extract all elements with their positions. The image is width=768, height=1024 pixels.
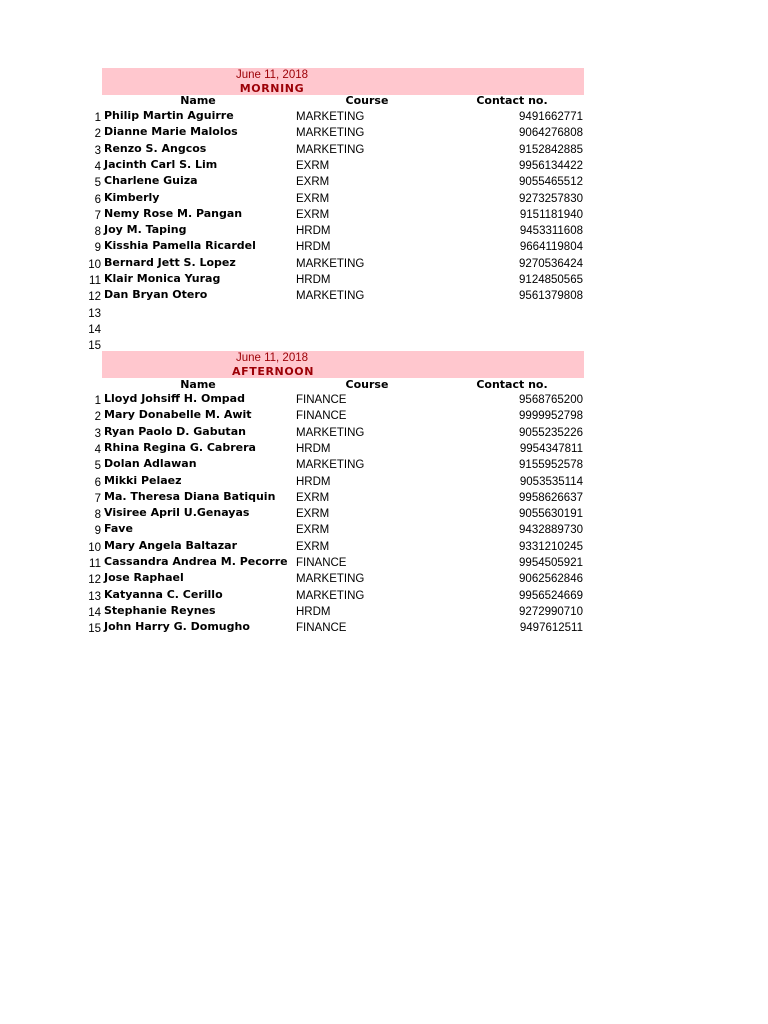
morning-header bbox=[102, 68, 584, 95]
row-course: EXRM bbox=[296, 192, 330, 205]
row-name: Dianne Marie Malolos bbox=[104, 125, 238, 139]
table-row bbox=[0, 305, 768, 321]
table-row bbox=[0, 441, 768, 457]
row-name: Mary Angela Baltazar bbox=[104, 538, 238, 552]
morning-label: MORNING bbox=[239, 82, 305, 95]
row-course: FINANCE bbox=[296, 410, 347, 423]
row-course: EXRM bbox=[296, 208, 330, 221]
row-contact: 9664119804 bbox=[519, 241, 583, 254]
row-number: 7 bbox=[94, 492, 101, 505]
row-course: EXRM bbox=[296, 176, 330, 189]
row-name: Dolan Adlawan bbox=[104, 457, 197, 471]
row-name: Philip Martin Aguirre bbox=[104, 109, 234, 122]
row-contact: 9497612511 bbox=[519, 622, 583, 635]
table-row bbox=[0, 474, 768, 490]
row-contact: 9958626637 bbox=[519, 491, 583, 504]
row-name: Stephanie Reynes bbox=[104, 603, 216, 617]
row-name: Kimberly bbox=[104, 190, 160, 204]
row-number: 1 bbox=[94, 112, 101, 124]
row-course: HRDM bbox=[296, 442, 331, 455]
row-name: Fave bbox=[104, 522, 133, 536]
row-contact: 9956134422 bbox=[519, 159, 583, 172]
row-number: 2 bbox=[94, 128, 101, 141]
table-row bbox=[0, 321, 768, 337]
row-contact: 9568765200 bbox=[519, 394, 583, 406]
row-number: 7 bbox=[94, 209, 101, 222]
row-number: 9 bbox=[94, 242, 101, 255]
row-contact: 9273257830 bbox=[519, 192, 583, 205]
row-name: Nemy Rose M. Pangan bbox=[104, 206, 243, 220]
row-contact: 9954347811 bbox=[519, 442, 583, 455]
row-number: 10 bbox=[88, 541, 101, 554]
row-number: 15 bbox=[88, 623, 101, 636]
table-row bbox=[0, 588, 768, 604]
row-number: 15 bbox=[88, 340, 101, 353]
row-course: FINANCE bbox=[296, 622, 347, 635]
row-contact: 9956524669 bbox=[519, 589, 583, 602]
row-course: EXRM bbox=[296, 508, 330, 521]
table-row bbox=[0, 490, 768, 506]
table-row bbox=[0, 207, 768, 223]
table-row bbox=[0, 191, 768, 207]
row-course: MARKETING bbox=[296, 127, 365, 140]
table-row bbox=[0, 256, 768, 272]
table-row bbox=[0, 174, 768, 190]
row-number: 9 bbox=[94, 525, 101, 538]
row-name: Joy M. Taping bbox=[104, 223, 187, 237]
row-number: 11 bbox=[89, 558, 101, 570]
row-number: 13 bbox=[88, 307, 101, 320]
row-course: MARKETING bbox=[296, 459, 365, 472]
table-row bbox=[0, 223, 768, 239]
row-number: 5 bbox=[94, 460, 101, 473]
row-contact: 9151181940 bbox=[519, 208, 583, 221]
row-contact: 9453311608 bbox=[519, 225, 583, 238]
row-name: Kisshia Pamella Ricardel bbox=[104, 239, 256, 253]
table-row bbox=[0, 425, 768, 441]
row-contact: 9062562846 bbox=[519, 573, 583, 586]
row-name: Lloyd Johsiff H. Ompad bbox=[104, 392, 245, 405]
row-course: HRDM bbox=[296, 241, 331, 254]
row-contact: 9270536424 bbox=[519, 257, 583, 270]
row-number: 6 bbox=[94, 193, 101, 206]
morning-name-header: Name bbox=[180, 94, 216, 107]
row-course: MARKETING bbox=[296, 573, 365, 586]
row-course: HRDM bbox=[296, 475, 331, 488]
table-row bbox=[0, 272, 768, 288]
row-contact: 9155952578 bbox=[519, 459, 583, 472]
row-contact: 9053535114 bbox=[519, 475, 583, 488]
row-number: 2 bbox=[94, 411, 101, 424]
row-number: 12 bbox=[88, 574, 101, 587]
row-name: Ma. Theresa Diana Batiquin bbox=[104, 489, 276, 503]
row-number: 6 bbox=[94, 476, 101, 489]
table-row bbox=[0, 408, 768, 424]
row-contact: 9272990710 bbox=[519, 605, 583, 618]
row-name: Klair Monica Yurag bbox=[104, 272, 221, 285]
table-row bbox=[0, 288, 768, 304]
table-row bbox=[0, 158, 768, 174]
row-name: Visiree April U.Genayas bbox=[104, 506, 250, 520]
row-course: MARKETING bbox=[296, 426, 365, 439]
row-name: Bernard Jett S. Lopez bbox=[104, 255, 236, 269]
table-row bbox=[0, 620, 768, 636]
row-course: HRDM bbox=[296, 605, 331, 618]
row-name: Charlene Guiza bbox=[104, 174, 198, 188]
row-contact: 9055465512 bbox=[519, 176, 583, 189]
row-contact: 9561379808 bbox=[519, 290, 583, 303]
row-name: Katyanna C. Cerillo bbox=[104, 587, 223, 601]
row-course: EXRM bbox=[296, 159, 330, 172]
row-contact: 9491662771 bbox=[519, 111, 583, 123]
row-name: Mikki Pelaez bbox=[104, 473, 182, 487]
afternoon-header bbox=[102, 351, 584, 378]
row-contact: 9152842885 bbox=[519, 143, 583, 156]
row-course: MARKETING bbox=[296, 290, 365, 303]
row-course: FINANCE bbox=[296, 394, 347, 406]
row-course: MARKETING bbox=[296, 589, 365, 602]
afternoon-contact-header: Contact no. bbox=[476, 378, 548, 391]
table-row bbox=[0, 109, 768, 125]
row-number: 13 bbox=[88, 590, 101, 603]
table-row bbox=[0, 604, 768, 620]
row-course: EXRM bbox=[296, 524, 330, 537]
row-number: 14 bbox=[88, 606, 101, 619]
row-number: 4 bbox=[94, 443, 101, 456]
row-name: Jacinth Carl S. Lim bbox=[104, 157, 218, 171]
row-contact: 9124850565 bbox=[519, 274, 583, 286]
row-name: Rhina Regina G. Cabrera bbox=[104, 440, 256, 454]
row-contact: 9331210245 bbox=[519, 540, 583, 553]
row-name: Mary Donabelle M. Awit bbox=[104, 408, 252, 422]
table-row bbox=[0, 125, 768, 141]
table-row bbox=[0, 506, 768, 522]
table-row bbox=[0, 571, 768, 587]
row-name: Ryan Paolo D. Gabutan bbox=[104, 424, 246, 438]
row-name: John Harry G. Domugho bbox=[104, 620, 250, 634]
row-course: MARKETING bbox=[296, 257, 365, 270]
row-course: EXRM bbox=[296, 540, 330, 553]
row-contact: 9064276808 bbox=[519, 127, 583, 140]
row-contact: 9055630191 bbox=[519, 508, 583, 521]
afternoon-date: June 11, 2018 bbox=[235, 352, 309, 364]
table-row bbox=[0, 522, 768, 538]
row-contact: 9432889730 bbox=[519, 524, 583, 537]
afternoon-course-header: Course bbox=[345, 378, 389, 391]
row-number: 10 bbox=[88, 258, 101, 271]
row-name: Renzo S. Angcos bbox=[104, 141, 207, 155]
row-course: HRDM bbox=[296, 225, 331, 238]
row-contact: 9999952798 bbox=[519, 410, 583, 423]
row-course: MARKETING bbox=[296, 111, 365, 123]
row-number: 3 bbox=[94, 427, 101, 440]
row-name: Jose Raphael bbox=[104, 571, 184, 585]
row-number: 14 bbox=[88, 323, 101, 336]
table-row bbox=[0, 457, 768, 473]
row-number: 1 bbox=[94, 395, 101, 407]
row-number: 8 bbox=[94, 226, 101, 239]
table-row bbox=[0, 239, 768, 255]
afternoon-label: AFTERNOON bbox=[232, 365, 315, 378]
row-course: HRDM bbox=[296, 274, 331, 286]
table-row bbox=[0, 539, 768, 555]
morning-course-header: Course bbox=[345, 94, 389, 107]
row-contact: 9954505921 bbox=[519, 557, 583, 569]
row-number: 4 bbox=[94, 160, 101, 173]
row-number: 5 bbox=[94, 177, 101, 190]
row-number: 8 bbox=[94, 509, 101, 522]
morning-contact-header: Contact no. bbox=[476, 94, 548, 107]
row-contact: 9055235226 bbox=[519, 426, 583, 439]
row-course: MARKETING bbox=[296, 143, 365, 156]
table-row bbox=[0, 555, 768, 571]
afternoon-name-header: Name bbox=[180, 378, 216, 391]
row-number: 12 bbox=[88, 291, 101, 304]
morning-date: June 11, 2018 bbox=[235, 69, 309, 81]
row-name: Dan Bryan Otero bbox=[104, 288, 208, 302]
table-row bbox=[0, 142, 768, 158]
row-number: 3 bbox=[94, 144, 101, 157]
row-course: FINANCE bbox=[296, 557, 347, 569]
row-name: Cassandra Andrea M. Pecorre bbox=[104, 555, 288, 568]
table-row bbox=[0, 392, 768, 408]
row-course: EXRM bbox=[296, 491, 330, 504]
row-number: 11 bbox=[89, 275, 101, 287]
